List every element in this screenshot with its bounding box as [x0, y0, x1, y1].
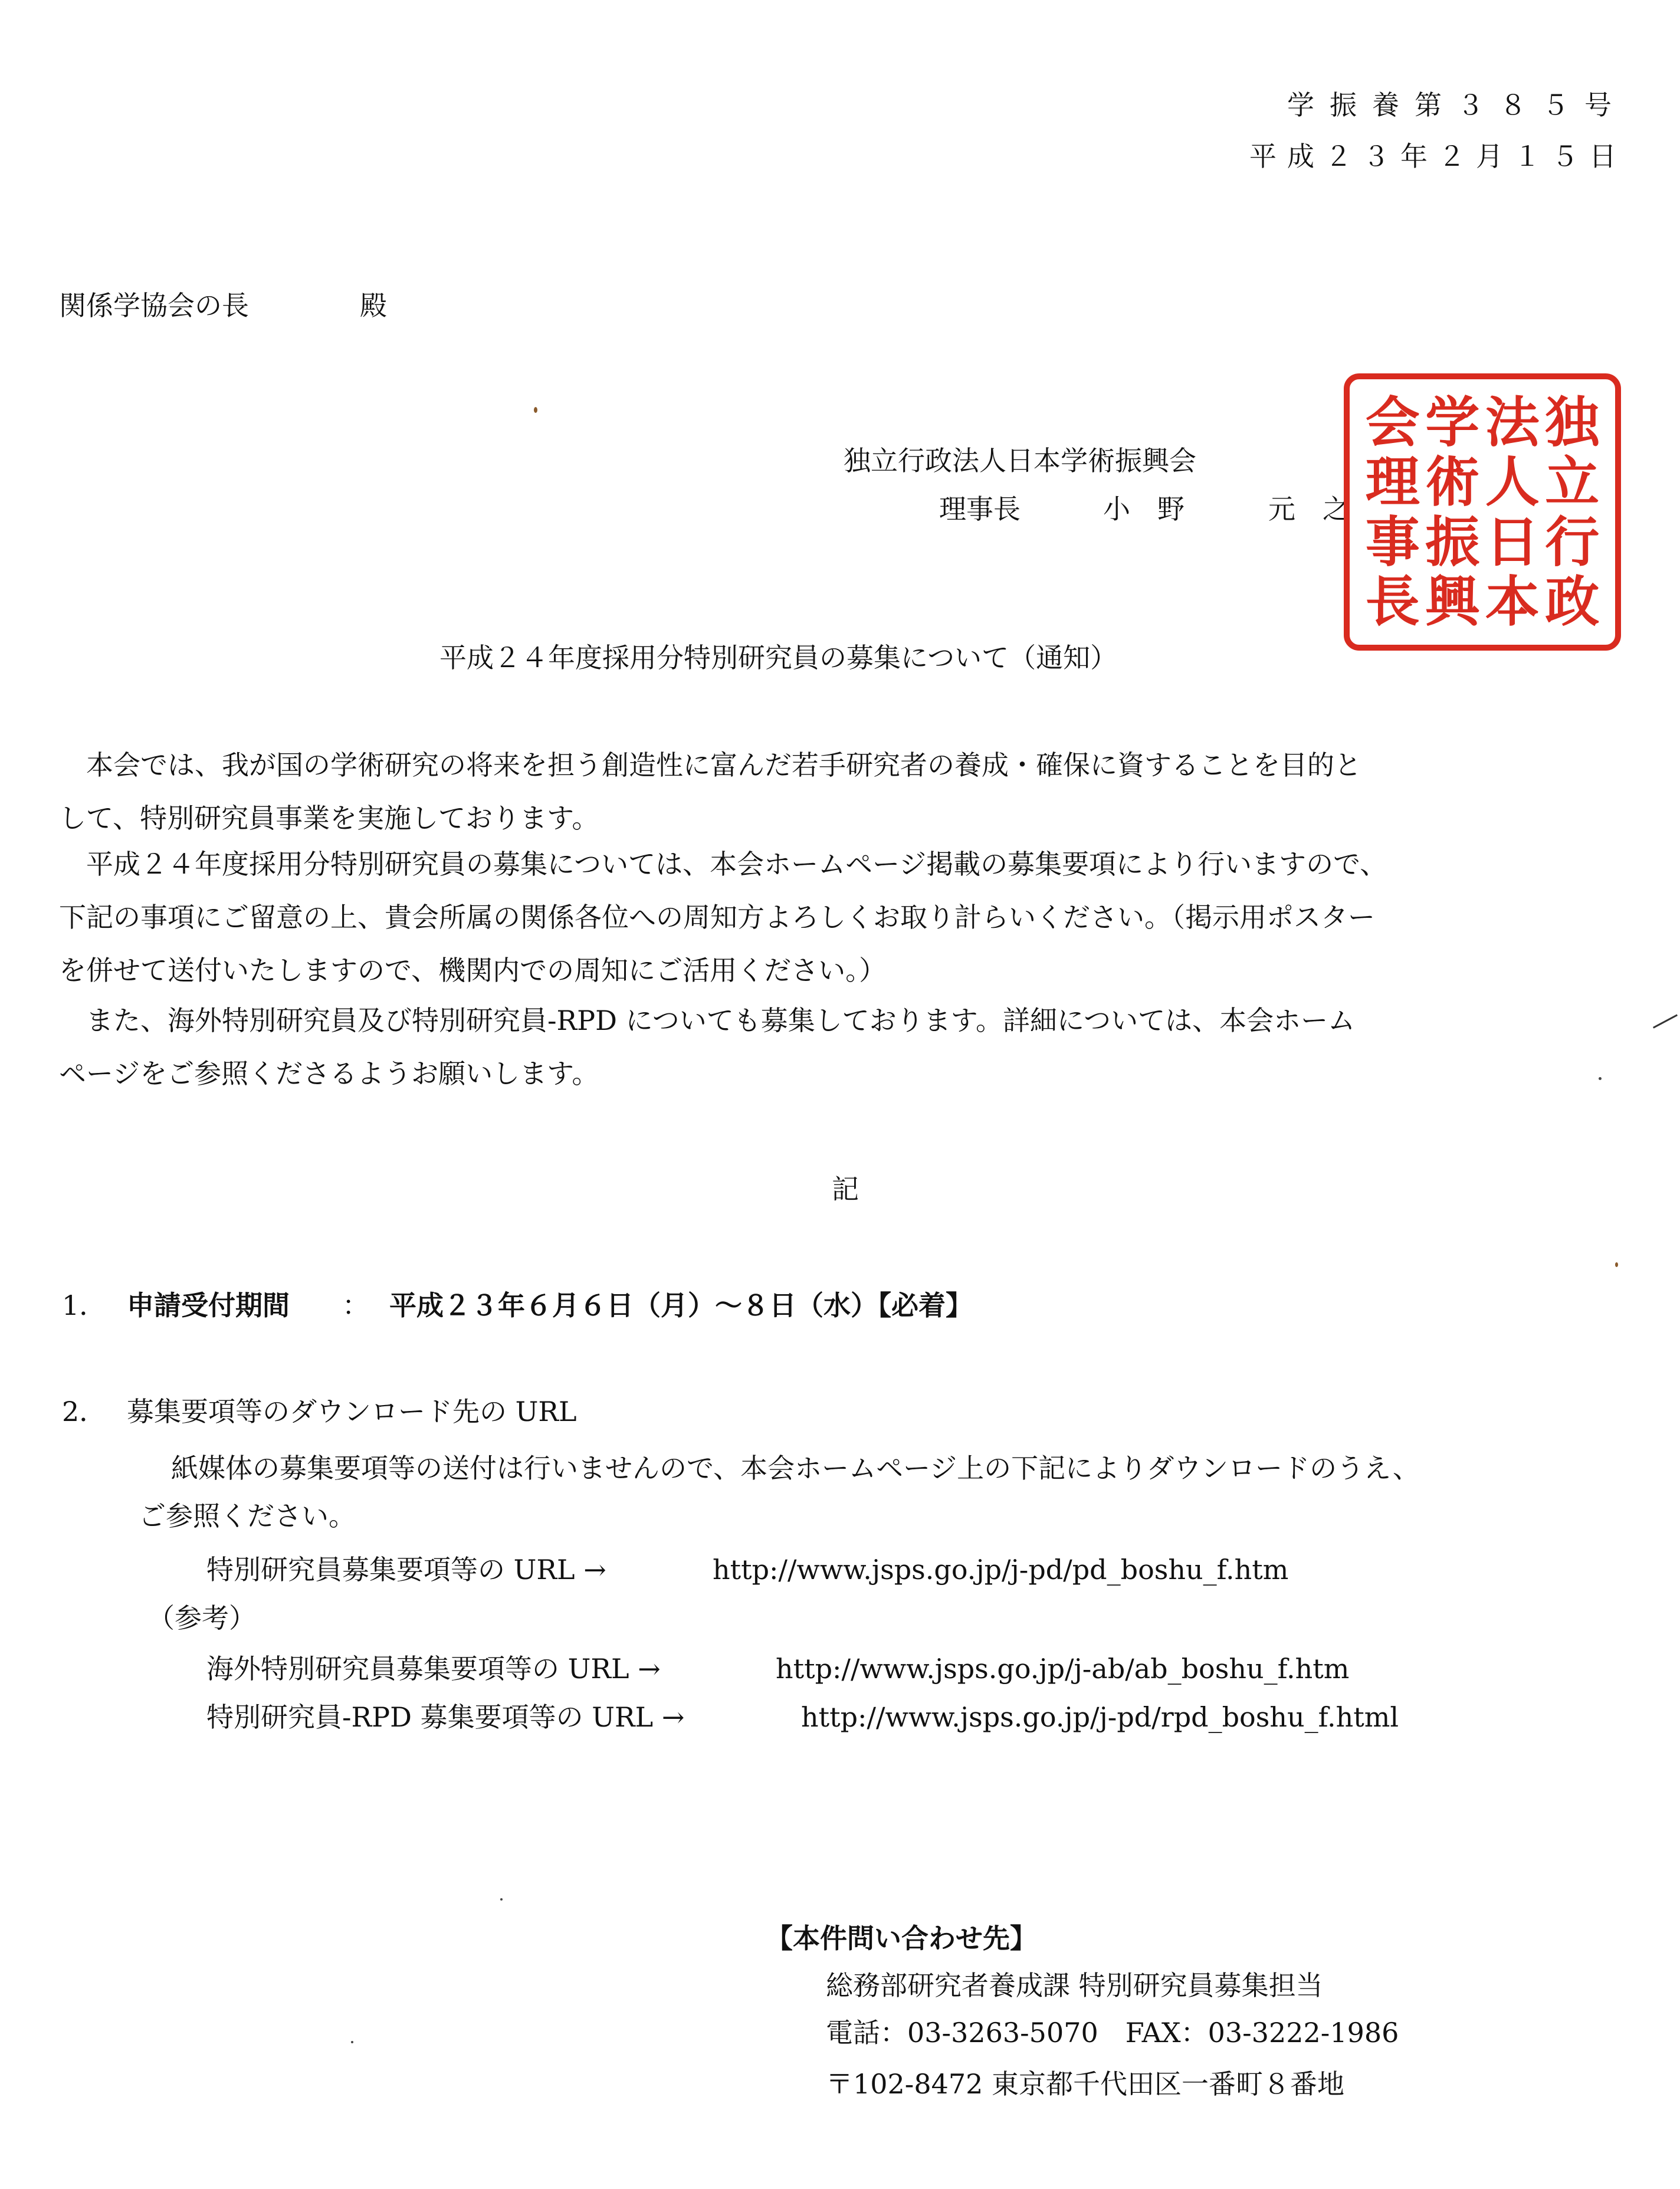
item2-desc-line-2: ご参照ください。: [139, 1500, 356, 1532]
seal-character: 立: [1545, 450, 1600, 514]
ref1-url-link[interactable]: http://www.jsps.go.jp/j-ab/ab_boshu_f.htm: [776, 1653, 1350, 1685]
body-paragraph-2: [59, 838, 1628, 997]
sender-title: 理事長: [939, 493, 1021, 525]
body-line: を併せて送付いたしますので、機関内での周知にご活用ください。）: [59, 954, 887, 986]
addressee-name: 関係学協会の長: [59, 290, 249, 321]
seal-character: 振: [1425, 510, 1480, 574]
item2-number: 2．: [62, 1396, 107, 1427]
sender-family-name: 小 野: [1103, 493, 1184, 525]
body-line: 平成２４年度採用分特別研究員の募集については、本会ホームページ掲載の募集要項により行いますので、: [59, 848, 1387, 880]
document-date: 平成２３年２月１５日: [1249, 140, 1627, 172]
item1-number: 1．: [62, 1289, 107, 1321]
seal-character: 行: [1545, 510, 1600, 574]
body-line: 下記の事項にご留意の上、貴会所属の関係各位への周知方よろしくお取り計らいください。（掲示用ポスター: [59, 901, 1375, 933]
body-line: また、海外特別研究員及び特別研究員-RPD についても募集しております。詳細については、本会ホーム: [59, 1005, 1356, 1036]
document-number: 学振養第３８５号: [1287, 89, 1627, 121]
sender-organization: 独立行政法人日本学術振興会: [844, 445, 1196, 477]
item2-desc-line-1: 紙媒体の募集要項等の送付は行いませんので、本会ホームページ上の下記によりダウンロードのうえ、: [171, 1452, 1420, 1484]
body-paragraph-3: [59, 994, 1628, 1100]
contact-heading: 【本件問い合わせ先】: [766, 1922, 1037, 1954]
reference-label: （参考）: [147, 1602, 256, 1634]
ref2-url-label: 特別研究員-RPD 募集要項等の URL →: [206, 1701, 685, 1733]
seal-character: 人: [1485, 450, 1540, 514]
addressee-honorific: 殿: [360, 290, 387, 321]
seal-character: 日: [1485, 510, 1540, 574]
seal-grid: [1363, 392, 1602, 632]
official-seal: [1344, 373, 1621, 651]
seal-character: 術: [1425, 450, 1480, 514]
seal-character: 興: [1425, 570, 1480, 634]
contact-phone-fax: 電話：03-3263-5070 FAX：03-3222-1986: [826, 2017, 1399, 2049]
item1-value: 平成２３年６月６日（月）～８日（水）【必着】: [389, 1289, 973, 1321]
body-line: して、特別研究員事業を実施しております。: [59, 802, 599, 834]
main-url-link[interactable]: http://www.jsps.go.jp/j-pd/pd_boshu_f.htm: [713, 1554, 1289, 1586]
contact-address: 〒102-8472 東京都千代田区一番町８番地: [826, 2068, 1345, 2100]
main-url-label: 特別研究員募集要項等の URL →: [206, 1554, 606, 1586]
scan-speck: [534, 407, 537, 413]
subject-line: 平成２４年度採用分特別研究員の募集について（通知）: [439, 642, 1118, 674]
seal-character: 長: [1365, 570, 1420, 634]
item1-colon: ：: [342, 1289, 369, 1321]
body-paragraph-1: [59, 739, 1628, 845]
seal-character: 事: [1365, 510, 1420, 574]
seal-character: 会: [1365, 390, 1420, 454]
ref2-url-link[interactable]: http://www.jsps.go.jp/j-pd/rpd_boshu_f.html: [801, 1701, 1399, 1733]
seal-character: 法: [1485, 390, 1540, 454]
sender-given-name: 元 之: [1268, 493, 1350, 525]
scan-mark: [1653, 1014, 1678, 1028]
scan-speck: [500, 1898, 503, 1901]
seal-character: 政: [1545, 570, 1600, 634]
scan-speck: [1615, 1262, 1618, 1267]
scan-speck: [1599, 1077, 1602, 1080]
seal-character: 学: [1425, 390, 1480, 454]
scan-speck: [351, 2041, 353, 2043]
contact-department: 総務部研究者養成課 特別研究員募集担当: [826, 1970, 1323, 2001]
seal-character: 本: [1485, 570, 1540, 634]
ki-heading: 記: [832, 1173, 859, 1205]
item1-label: 申請受付期間: [127, 1289, 290, 1321]
item2-label: 募集要項等のダウンロード先の URL: [127, 1396, 577, 1427]
seal-character: 理: [1365, 450, 1420, 514]
ref1-url-label: 海外特別研究員募集要項等の URL →: [206, 1653, 661, 1685]
body-line: 本会では、我が国の学術研究の将来を担う創造性に富んだ若手研究者の養成・確保に資することを目的と: [59, 749, 1361, 781]
body-line: ページをご参照くださるようお願いします。: [59, 1058, 599, 1089]
seal-character: 独: [1545, 390, 1600, 454]
